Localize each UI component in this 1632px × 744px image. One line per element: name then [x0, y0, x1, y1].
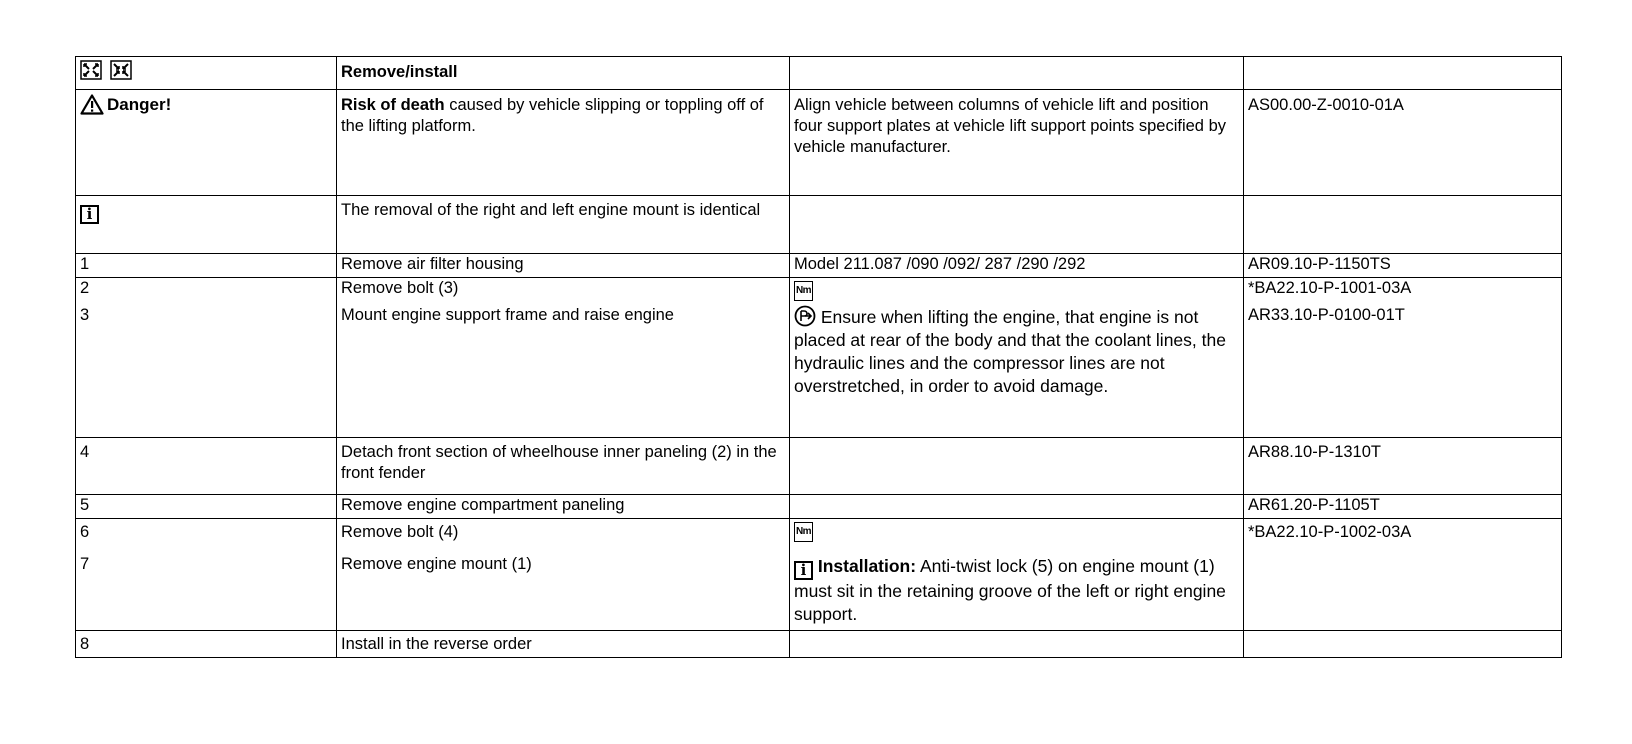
torque-nm-icon[interactable]: Nm: [794, 281, 813, 301]
procedure-table: [75, 56, 1562, 658]
table-row: [76, 278, 1562, 305]
danger-row: [76, 90, 1562, 196]
danger-risk-cell: [337, 90, 790, 196]
step-number: 6: [76, 519, 337, 549]
header-empty-cell: [1244, 57, 1562, 90]
torque-nm-icon[interactable]: Nm: [794, 522, 813, 542]
step-action: Remove engine compartment paneling: [337, 495, 790, 519]
step-number: 1: [76, 254, 337, 278]
table-header-row: [76, 57, 1562, 90]
danger-label-cell: [76, 90, 337, 196]
warning-triangle-icon: [80, 94, 104, 115]
note-row: [76, 196, 1562, 254]
risk-bold-text: Risk of death: [341, 96, 445, 114]
risk-text: caused by vehicle slipping or toppling off of the lifting platform.: [341, 96, 764, 135]
step-number: 8: [76, 631, 337, 658]
step-number: 4: [76, 438, 337, 495]
installation-label: Installation:: [817, 555, 917, 576]
step-action: Detach front section of wheelhouse inner paneling (2) in the front fender: [337, 438, 790, 495]
step-detail: Model 211.087 /090 /092/ 287 /290 /292: [790, 254, 1244, 278]
step-reference[interactable]: AR33.10-P-0100-01T: [1244, 305, 1562, 438]
step-reference[interactable]: AR09.10-P-1150TS: [1244, 254, 1562, 278]
step-detail: Anti-twist lock (5) on engine mount (1) must sit in the retaining groove of the left or right engine support.: [794, 555, 1226, 624]
step-reference[interactable]: AR88.10-P-1310T: [1244, 438, 1562, 495]
step-reference[interactable]: *BA22.10-P-1001-03A: [1244, 278, 1562, 305]
note-empty-cell: [1244, 196, 1562, 254]
step-number: 3: [76, 305, 337, 438]
step-detail-cell: [790, 549, 1244, 631]
step-action: Install in the reverse order: [337, 631, 790, 658]
step-empty-cell: [1244, 631, 1562, 658]
step-number: 7: [76, 549, 337, 631]
step-reference: [1244, 549, 1562, 631]
note-icon-cell: [76, 196, 337, 254]
note-text: The removal of the right and left engine mount is identical: [337, 196, 790, 254]
table-row: [76, 438, 1562, 495]
danger-reference[interactable]: AS00.00-Z-0010-01A: [1244, 90, 1562, 196]
danger-instruction: Align vehicle between columns of vehicle lift and position four support plates at vehicle lift support points specified by vehicle manufacturer.: [790, 90, 1244, 196]
step-detail: Ensure when lifting the engine, that engine is not placed at rear of the body and that the coolant lines, the hydraulic lines and the compressor lines are not overstretched, in order to avoid damage.: [794, 306, 1226, 396]
step-empty-cell: [790, 631, 1244, 658]
step-number: 2: [76, 278, 337, 305]
note-empty-cell: [790, 196, 1244, 254]
table-row: [76, 254, 1562, 278]
caution-gear-icon: [794, 305, 816, 327]
header-title: Remove/install: [337, 57, 790, 90]
step-action: Remove bolt (4): [337, 519, 790, 549]
remove-icon: [80, 60, 102, 80]
step-empty-cell: [790, 495, 1244, 519]
table-row: [76, 305, 1562, 438]
table-row: [76, 549, 1562, 631]
step-action: Remove engine mount (1): [337, 549, 790, 631]
header-icons-cell: [76, 57, 337, 90]
step-empty-cell: [790, 438, 1244, 495]
step-action: Remove air filter housing: [337, 254, 790, 278]
step-action: Mount engine support frame and raise engine: [337, 305, 790, 438]
info-icon: i: [80, 205, 99, 224]
table-row: [76, 495, 1562, 519]
step-number: 5: [76, 495, 337, 519]
step-detail-cell: [790, 278, 1244, 305]
info-icon: i: [794, 561, 813, 580]
table-row: [76, 631, 1562, 658]
table-row: [76, 519, 1562, 549]
step-detail-cell: [790, 519, 1244, 549]
step-reference[interactable]: *BA22.10-P-1002-03A: [1244, 519, 1562, 549]
header-empty-cell: [790, 57, 1244, 90]
step-reference[interactable]: AR61.20-P-1105T: [1244, 495, 1562, 519]
step-action: Remove bolt (3): [337, 278, 790, 305]
install-icon: [110, 60, 132, 80]
danger-label: Danger!: [107, 95, 172, 114]
step-detail-cell: [790, 305, 1244, 438]
